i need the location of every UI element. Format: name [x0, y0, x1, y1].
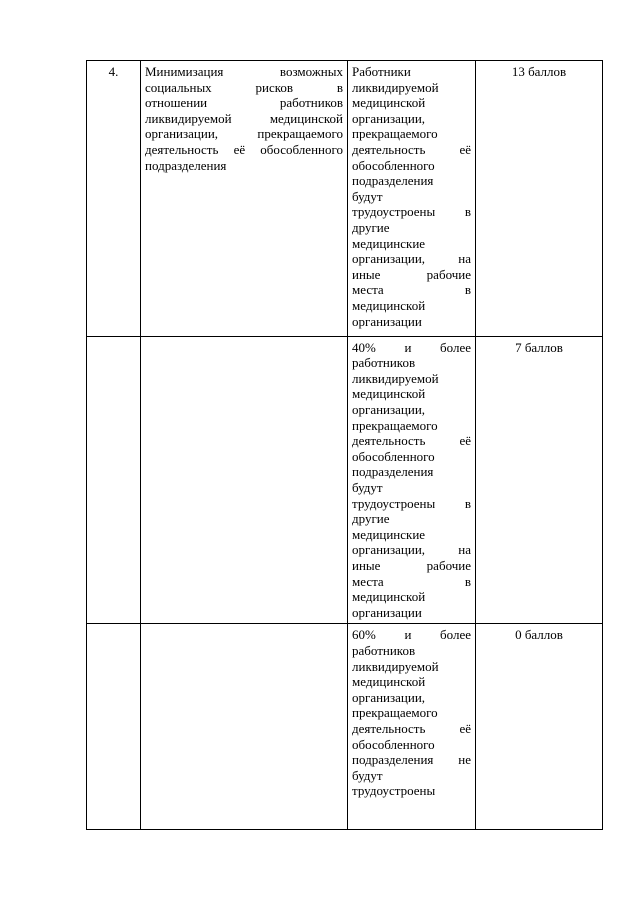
criterion-name-line: отношении работников: [145, 95, 343, 111]
condition-line: другие: [352, 511, 390, 527]
condition-line: подразделения: [352, 173, 434, 189]
condition-line: медицинской: [352, 386, 426, 402]
condition-line: иные рабочие: [352, 558, 471, 574]
condition-line: 40% и более: [352, 339, 471, 355]
criteria-table: [86, 60, 603, 830]
condition-line: деятельность её: [352, 721, 471, 736]
condition-line: медицинские: [352, 235, 426, 251]
criterion-name-line: ликвидируемой медицинской: [145, 110, 343, 126]
condition-line: будут: [352, 188, 383, 204]
criterion-condition: [348, 61, 476, 337]
condition-line: прекращаемого: [352, 705, 438, 721]
condition-line: обособленного: [352, 736, 435, 752]
criterion-name-line: деятельность её обособленного: [145, 141, 343, 157]
condition-line: организации, на: [352, 542, 471, 558]
condition-line: организации,: [352, 110, 426, 126]
condition-line: медицинской: [352, 297, 426, 313]
condition-line: работников: [352, 355, 416, 371]
table-row: [87, 624, 603, 830]
condition-line: деятельность её: [352, 433, 471, 449]
score-value: 13 баллов: [476, 61, 603, 337]
criterion-name-line: социальных рисков в: [145, 79, 343, 95]
criterion-name: [141, 61, 348, 337]
condition-line: обособленного: [352, 448, 435, 464]
condition-line: обособленного: [352, 157, 435, 173]
condition-line: места в: [352, 282, 471, 298]
criterion-name-line: подразделения: [145, 157, 227, 173]
condition-line: трудоустроены в: [352, 204, 471, 220]
condition-line: подразделения: [352, 464, 434, 480]
condition-line: Работники: [352, 64, 411, 79]
condition-line: медицинской: [352, 589, 426, 605]
condition-line: будут: [352, 767, 383, 783]
condition-line: ликвидируемой: [352, 79, 439, 95]
table-row: [87, 61, 603, 337]
condition-line: другие: [352, 219, 390, 235]
criterion-condition: [348, 336, 476, 624]
condition-line: 60% и более: [352, 627, 471, 643]
condition-line: ликвидируемой: [352, 370, 439, 386]
condition-line: прекращаемого: [352, 126, 438, 142]
score-value: 0 баллов: [476, 624, 603, 830]
condition-line: организации,: [352, 689, 426, 705]
criterion-name: [141, 336, 348, 624]
condition-line: трудоустроены в: [352, 495, 471, 511]
condition-line: деятельность её: [352, 141, 471, 157]
criterion-name-line: организации, прекращаемого: [145, 126, 343, 142]
condition-line: организации: [352, 604, 422, 620]
condition-line: организации: [352, 313, 422, 329]
condition-line: прекращаемого: [352, 417, 438, 433]
table-row: [87, 336, 603, 624]
criterion-name-line: Минимизация возможных: [145, 64, 343, 79]
condition-line: трудоустроены: [352, 783, 436, 799]
condition-line: работников: [352, 643, 416, 659]
condition-line: организации, на: [352, 251, 471, 267]
condition-line: медицинской: [352, 95, 426, 111]
row-number: [87, 624, 141, 830]
condition-line: медицинской: [352, 674, 426, 690]
row-number: 4.: [87, 61, 141, 337]
criterion-name: [141, 624, 348, 830]
condition-line: иные рабочие: [352, 266, 471, 282]
score-value: 7 баллов: [476, 336, 603, 624]
condition-line: подразделения не: [352, 752, 471, 768]
criterion-condition: [348, 624, 476, 830]
condition-line: организации,: [352, 402, 426, 418]
condition-line: ликвидируемой: [352, 658, 439, 674]
condition-line: места в: [352, 573, 471, 589]
row-number: [87, 336, 141, 624]
condition-line: медицинские: [352, 526, 426, 542]
condition-line: будут: [352, 480, 383, 496]
